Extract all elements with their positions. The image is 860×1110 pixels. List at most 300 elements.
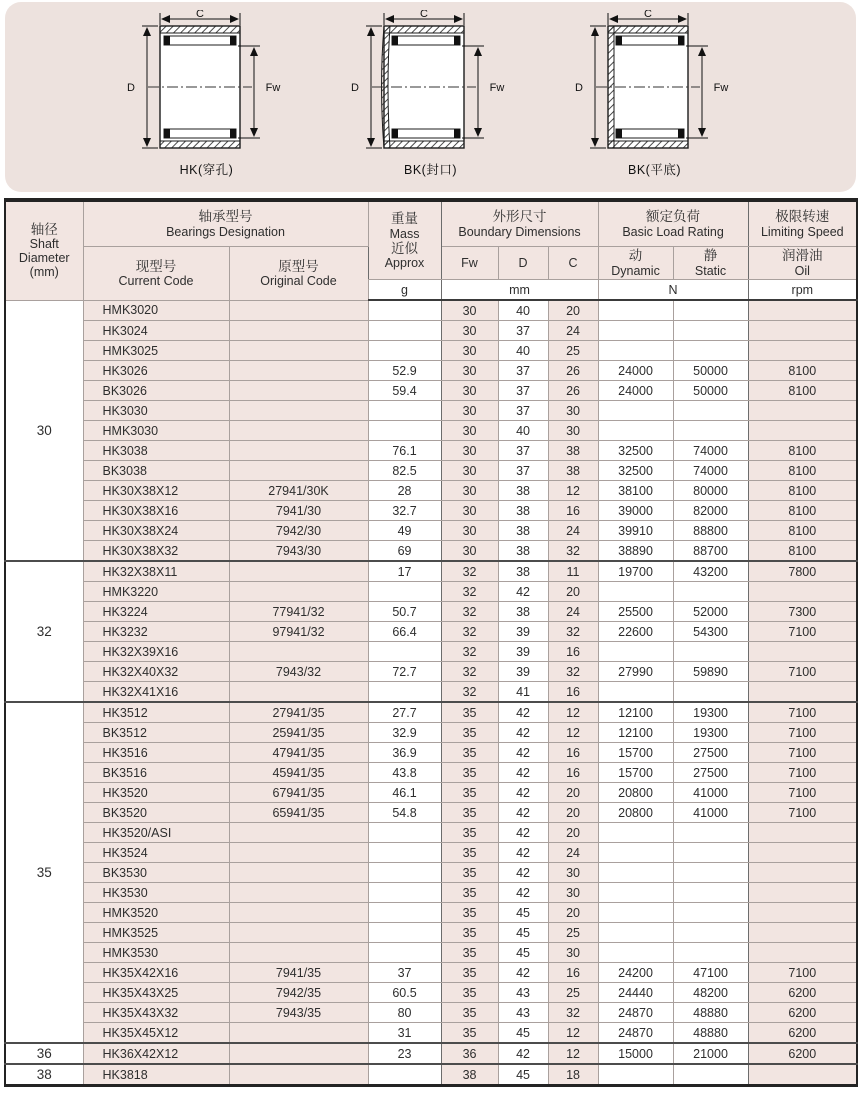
cell-current-code: HK30X38X12	[83, 481, 229, 501]
cell-static: 88700	[673, 541, 748, 562]
cell-static: 27500	[673, 743, 748, 763]
cell-d: 43	[498, 1003, 548, 1023]
cell-fw: 30	[441, 461, 498, 481]
cell-static: 41000	[673, 803, 748, 823]
cell-original-code	[229, 903, 368, 923]
cell-dynamic	[598, 421, 673, 441]
cell-static	[673, 1064, 748, 1086]
cell-d: 38	[498, 561, 548, 582]
cell-c: 30	[548, 421, 598, 441]
dim-label-d: D	[126, 82, 135, 94]
cell-c: 20	[548, 803, 598, 823]
table-row	[5, 803, 857, 823]
cell-original-code	[229, 923, 368, 943]
dim-label-fw: Fw	[489, 82, 504, 94]
cell-d: 37	[498, 461, 548, 481]
cell-c: 38	[548, 441, 598, 461]
cell-dynamic	[598, 923, 673, 943]
cell-mass: 28	[368, 481, 441, 501]
cell-current-code: HK3818	[83, 1064, 229, 1086]
cell-c: 12	[548, 723, 598, 743]
bearing-cross-section-bk-flat	[566, 10, 744, 162]
header-original-code: 原型号 Original Code	[229, 247, 368, 301]
table-row	[5, 602, 857, 622]
cell-current-code: HMK3520	[83, 903, 229, 923]
cell-original-code	[229, 883, 368, 903]
cell-mass: 60.5	[368, 983, 441, 1003]
cell-d: 45	[498, 923, 548, 943]
cell-current-code: HK30X38X32	[83, 541, 229, 562]
cell-oil	[748, 823, 857, 843]
table-row	[5, 1043, 857, 1064]
cell-c: 16	[548, 963, 598, 983]
cell-mass	[368, 903, 441, 923]
cell-d: 37	[498, 401, 548, 421]
cell-oil	[748, 421, 857, 441]
dim-label-fw: Fw	[265, 82, 280, 94]
cell-c: 30	[548, 863, 598, 883]
drawing-caption-hk: HK(穿孔)	[179, 163, 234, 177]
cell-mass: 46.1	[368, 783, 441, 803]
cell-original-code	[229, 461, 368, 481]
cell-dynamic: 38890	[598, 541, 673, 562]
header-static: 静 Static	[673, 247, 748, 280]
cell-mass	[368, 582, 441, 602]
cell-current-code: BK3026	[83, 381, 229, 401]
cell-current-code: HK32X38X11	[83, 561, 229, 582]
cell-d: 38	[498, 602, 548, 622]
cell-fw: 32	[441, 582, 498, 602]
cell-c: 20	[548, 823, 598, 843]
cell-static	[673, 321, 748, 341]
cell-original-code: 27941/35	[229, 702, 368, 723]
cell-oil: 7100	[748, 723, 857, 743]
table-row	[5, 843, 857, 863]
cell-fw: 30	[441, 441, 498, 461]
table-row	[5, 823, 857, 843]
cell-oil	[748, 1064, 857, 1086]
cell-fw: 32	[441, 622, 498, 642]
cell-current-code: HK3030	[83, 401, 229, 421]
cell-original-code	[229, 561, 368, 582]
cell-c: 38	[548, 461, 598, 481]
cell-dynamic: 24440	[598, 983, 673, 1003]
cell-oil: 8100	[748, 541, 857, 562]
table-row	[5, 421, 857, 441]
cell-static: 54300	[673, 622, 748, 642]
cell-c: 32	[548, 541, 598, 562]
header-basic-load-rating: 额定负荷 Basic Load Rating	[598, 200, 748, 247]
cell-static	[673, 883, 748, 903]
cell-c: 16	[548, 501, 598, 521]
cell-c: 20	[548, 903, 598, 923]
cell-oil: 7300	[748, 602, 857, 622]
cell-current-code: HK3232	[83, 622, 229, 642]
cell-original-code: 65941/35	[229, 803, 368, 823]
cell-dynamic: 22600	[598, 622, 673, 642]
table-row	[5, 501, 857, 521]
header-oil: 润滑油 Oil	[748, 247, 857, 280]
cell-d: 37	[498, 441, 548, 461]
cell-static: 80000	[673, 481, 748, 501]
cell-fw: 35	[441, 903, 498, 923]
cell-fw: 32	[441, 602, 498, 622]
cell-current-code: HK32X39X16	[83, 642, 229, 662]
cell-static: 43200	[673, 561, 748, 582]
cell-fw: 30	[441, 541, 498, 562]
cell-static: 47100	[673, 963, 748, 983]
cell-static: 27500	[673, 763, 748, 783]
table-row	[5, 702, 857, 723]
table-row	[5, 300, 857, 321]
cell-d: 41	[498, 682, 548, 703]
table-row	[5, 541, 857, 562]
cell-d: 42	[498, 723, 548, 743]
cell-c: 20	[548, 300, 598, 321]
cell-fw: 35	[441, 1023, 498, 1044]
cell-original-code: 97941/32	[229, 622, 368, 642]
cell-mass: 82.5	[368, 461, 441, 481]
cell-d: 45	[498, 903, 548, 923]
cell-dynamic: 32500	[598, 441, 673, 461]
cell-current-code: HK3520	[83, 783, 229, 803]
unit-mass: g	[368, 280, 441, 301]
cell-original-code: 77941/32	[229, 602, 368, 622]
cell-current-code: HK36X42X12	[83, 1043, 229, 1064]
table-row	[5, 883, 857, 903]
cell-c: 30	[548, 943, 598, 963]
cell-original-code	[229, 441, 368, 461]
cell-fw: 38	[441, 1064, 498, 1086]
cell-mass	[368, 843, 441, 863]
cell-original-code	[229, 823, 368, 843]
cell-fw: 32	[441, 662, 498, 682]
cell-c: 24	[548, 521, 598, 541]
cell-c: 25	[548, 341, 598, 361]
cell-d: 42	[498, 963, 548, 983]
cell-original-code: 25941/35	[229, 723, 368, 743]
cell-mass: 50.7	[368, 602, 441, 622]
cell-mass: 66.4	[368, 622, 441, 642]
cell-static	[673, 682, 748, 703]
header-mass: 重量 Mass 近似 Approx	[368, 200, 441, 280]
table-row	[5, 743, 857, 763]
cell-c: 24	[548, 843, 598, 863]
cell-fw: 35	[441, 843, 498, 863]
cell-mass	[368, 823, 441, 843]
cell-dynamic: 24870	[598, 1003, 673, 1023]
cell-current-code: HK3024	[83, 321, 229, 341]
cell-static: 21000	[673, 1043, 748, 1064]
bearing-cross-section-bk-sealed	[342, 10, 520, 162]
cell-original-code: 7943/32	[229, 662, 368, 682]
cell-original-code	[229, 1064, 368, 1086]
table-row	[5, 582, 857, 602]
cell-static: 74000	[673, 441, 748, 461]
cell-d: 42	[498, 863, 548, 883]
cell-oil: 7100	[748, 662, 857, 682]
cell-original-code	[229, 843, 368, 863]
cell-mass: 54.8	[368, 803, 441, 823]
cell-static: 50000	[673, 361, 748, 381]
cell-dynamic	[598, 682, 673, 703]
cell-dynamic	[598, 843, 673, 863]
cell-shaft-diameter: 32	[5, 561, 83, 702]
cell-current-code: BK3520	[83, 803, 229, 823]
cell-static: 52000	[673, 602, 748, 622]
cell-c: 25	[548, 983, 598, 1003]
cell-dynamic: 12100	[598, 723, 673, 743]
cell-mass: 23	[368, 1043, 441, 1064]
cell-c: 18	[548, 1064, 598, 1086]
cell-mass	[368, 863, 441, 883]
cell-fw: 30	[441, 521, 498, 541]
cell-original-code: 67941/35	[229, 783, 368, 803]
cell-dynamic	[598, 883, 673, 903]
cell-c: 11	[548, 561, 598, 582]
cell-original-code	[229, 582, 368, 602]
table-row	[5, 903, 857, 923]
cell-current-code: HK3224	[83, 602, 229, 622]
cell-original-code: 27941/30K	[229, 481, 368, 501]
table-row	[5, 1064, 857, 1086]
cell-static: 59890	[673, 662, 748, 682]
cell-fw: 30	[441, 381, 498, 401]
cell-mass	[368, 883, 441, 903]
cell-fw: 36	[441, 1043, 498, 1064]
cell-oil: 7100	[748, 803, 857, 823]
cell-c: 30	[548, 401, 598, 421]
cell-current-code: HK3026	[83, 361, 229, 381]
bearing-drawing-bk-flat	[566, 10, 744, 178]
table-row	[5, 662, 857, 682]
table-row	[5, 983, 857, 1003]
cell-shaft-diameter: 36	[5, 1043, 83, 1064]
cell-fw: 35	[441, 863, 498, 883]
cell-mass: 59.4	[368, 381, 441, 401]
cell-d: 38	[498, 501, 548, 521]
cell-oil	[748, 863, 857, 883]
table-row	[5, 461, 857, 481]
cell-d: 38	[498, 541, 548, 562]
cell-dynamic	[598, 903, 673, 923]
cell-dynamic: 25500	[598, 602, 673, 622]
cell-d: 42	[498, 803, 548, 823]
cell-dynamic: 20800	[598, 783, 673, 803]
cell-oil: 7100	[748, 963, 857, 983]
cell-static: 74000	[673, 461, 748, 481]
cell-oil	[748, 321, 857, 341]
cell-dynamic: 19700	[598, 561, 673, 582]
cell-original-code	[229, 321, 368, 341]
cell-c: 32	[548, 622, 598, 642]
cell-original-code	[229, 381, 368, 401]
cell-mass: 32.9	[368, 723, 441, 743]
cell-original-code	[229, 943, 368, 963]
cell-c: 24	[548, 602, 598, 622]
cell-original-code	[229, 361, 368, 381]
cell-mass	[368, 642, 441, 662]
cell-d: 40	[498, 300, 548, 321]
cell-oil	[748, 300, 857, 321]
cell-fw: 30	[441, 401, 498, 421]
table-row	[5, 321, 857, 341]
cell-fw: 35	[441, 963, 498, 983]
table-row	[5, 863, 857, 883]
cell-dynamic: 15700	[598, 743, 673, 763]
cell-dynamic	[598, 321, 673, 341]
dim-label-d: D	[350, 82, 359, 94]
cell-c: 32	[548, 1003, 598, 1023]
cell-c: 16	[548, 682, 598, 703]
header-c: C	[548, 247, 598, 280]
cell-current-code: HK30X38X24	[83, 521, 229, 541]
cell-d: 42	[498, 582, 548, 602]
cell-dynamic	[598, 582, 673, 602]
cell-current-code: BK3038	[83, 461, 229, 481]
table-row	[5, 723, 857, 743]
cell-static	[673, 421, 748, 441]
cell-mass	[368, 421, 441, 441]
cell-mass: 27.7	[368, 702, 441, 723]
cell-static	[673, 642, 748, 662]
table-row	[5, 923, 857, 943]
cell-mass: 69	[368, 541, 441, 562]
cell-oil: 8100	[748, 381, 857, 401]
cell-fw: 35	[441, 823, 498, 843]
cell-original-code	[229, 421, 368, 441]
cell-original-code: 7942/35	[229, 983, 368, 1003]
header-bearings-designation: 轴承型号 Bearings Designation	[83, 200, 368, 247]
cell-oil: 7100	[748, 622, 857, 642]
cell-current-code: HK3512	[83, 702, 229, 723]
cell-fw: 30	[441, 481, 498, 501]
drawing-caption-bk-flat: BK(平底)	[627, 163, 681, 177]
cell-oil: 8100	[748, 521, 857, 541]
cell-mass	[368, 300, 441, 321]
cell-original-code	[229, 642, 368, 662]
cell-dynamic	[598, 341, 673, 361]
cell-oil	[748, 943, 857, 963]
cell-dynamic	[598, 300, 673, 321]
cell-static: 48880	[673, 1023, 748, 1044]
cell-mass	[368, 1064, 441, 1086]
cell-original-code	[229, 341, 368, 361]
cell-static	[673, 300, 748, 321]
table-row	[5, 943, 857, 963]
cell-original-code	[229, 682, 368, 703]
cell-static: 41000	[673, 783, 748, 803]
cell-current-code: HK30X38X16	[83, 501, 229, 521]
cell-oil	[748, 883, 857, 903]
cell-dynamic: 27990	[598, 662, 673, 682]
cell-mass: 72.7	[368, 662, 441, 682]
cell-d: 45	[498, 1064, 548, 1086]
cell-fw: 30	[441, 321, 498, 341]
cell-dynamic: 24200	[598, 963, 673, 983]
cell-c: 12	[548, 702, 598, 723]
cell-current-code: HMK3220	[83, 582, 229, 602]
cell-oil	[748, 401, 857, 421]
cell-d: 39	[498, 642, 548, 662]
cell-fw: 35	[441, 983, 498, 1003]
cell-oil: 6200	[748, 1003, 857, 1023]
cell-oil: 8100	[748, 461, 857, 481]
cell-current-code: HK35X43X25	[83, 983, 229, 1003]
cell-current-code: HK35X42X16	[83, 963, 229, 983]
cell-fw: 30	[441, 421, 498, 441]
cell-original-code	[229, 1043, 368, 1064]
table-row	[5, 341, 857, 361]
cell-static: 48880	[673, 1003, 748, 1023]
unit-load: N	[598, 280, 748, 301]
dim-label-c: C	[195, 10, 204, 20]
cell-c: 30	[548, 883, 598, 903]
cell-mass	[368, 321, 441, 341]
table-row	[5, 1003, 857, 1023]
cell-current-code: HK3520/ASI	[83, 823, 229, 843]
bearing-drawing-hk	[118, 10, 296, 178]
bearing-cross-section-hk	[118, 10, 296, 162]
cell-oil	[748, 903, 857, 923]
cell-oil: 6200	[748, 983, 857, 1003]
cell-current-code: HMK3525	[83, 923, 229, 943]
cell-mass: 36.9	[368, 743, 441, 763]
cell-d: 42	[498, 743, 548, 763]
cell-mass	[368, 341, 441, 361]
cell-static	[673, 943, 748, 963]
cell-oil: 6200	[748, 1043, 857, 1064]
cell-d: 42	[498, 1043, 548, 1064]
cell-fw: 35	[441, 763, 498, 783]
cell-dynamic	[598, 863, 673, 883]
cell-dynamic: 32500	[598, 461, 673, 481]
dim-label-d: D	[574, 82, 583, 94]
diagram-panel	[5, 2, 856, 192]
cell-original-code: 7941/30	[229, 501, 368, 521]
cell-fw: 35	[441, 723, 498, 743]
cell-original-code	[229, 401, 368, 421]
cell-current-code: HK35X43X32	[83, 1003, 229, 1023]
cell-dynamic	[598, 943, 673, 963]
cell-d: 42	[498, 843, 548, 863]
cell-current-code: HMK3025	[83, 341, 229, 361]
cell-original-code	[229, 1023, 368, 1044]
cell-dynamic	[598, 401, 673, 421]
cell-c: 12	[548, 1043, 598, 1064]
cell-static: 48200	[673, 983, 748, 1003]
cell-c: 26	[548, 381, 598, 401]
dim-label-fw: Fw	[713, 82, 728, 94]
cell-dynamic: 24000	[598, 361, 673, 381]
cell-fw: 30	[441, 341, 498, 361]
cell-oil: 7100	[748, 702, 857, 723]
cell-mass: 43.8	[368, 763, 441, 783]
cell-fw: 35	[441, 1003, 498, 1023]
cell-d: 40	[498, 421, 548, 441]
cell-mass: 32.7	[368, 501, 441, 521]
table-row	[5, 441, 857, 461]
cell-mass: 17	[368, 561, 441, 582]
cell-oil	[748, 582, 857, 602]
table-row	[5, 521, 857, 541]
cell-current-code: HK3516	[83, 743, 229, 763]
cell-c: 12	[548, 1023, 598, 1044]
cell-mass	[368, 943, 441, 963]
cell-static	[673, 903, 748, 923]
cell-oil	[748, 642, 857, 662]
cell-oil: 7100	[748, 743, 857, 763]
